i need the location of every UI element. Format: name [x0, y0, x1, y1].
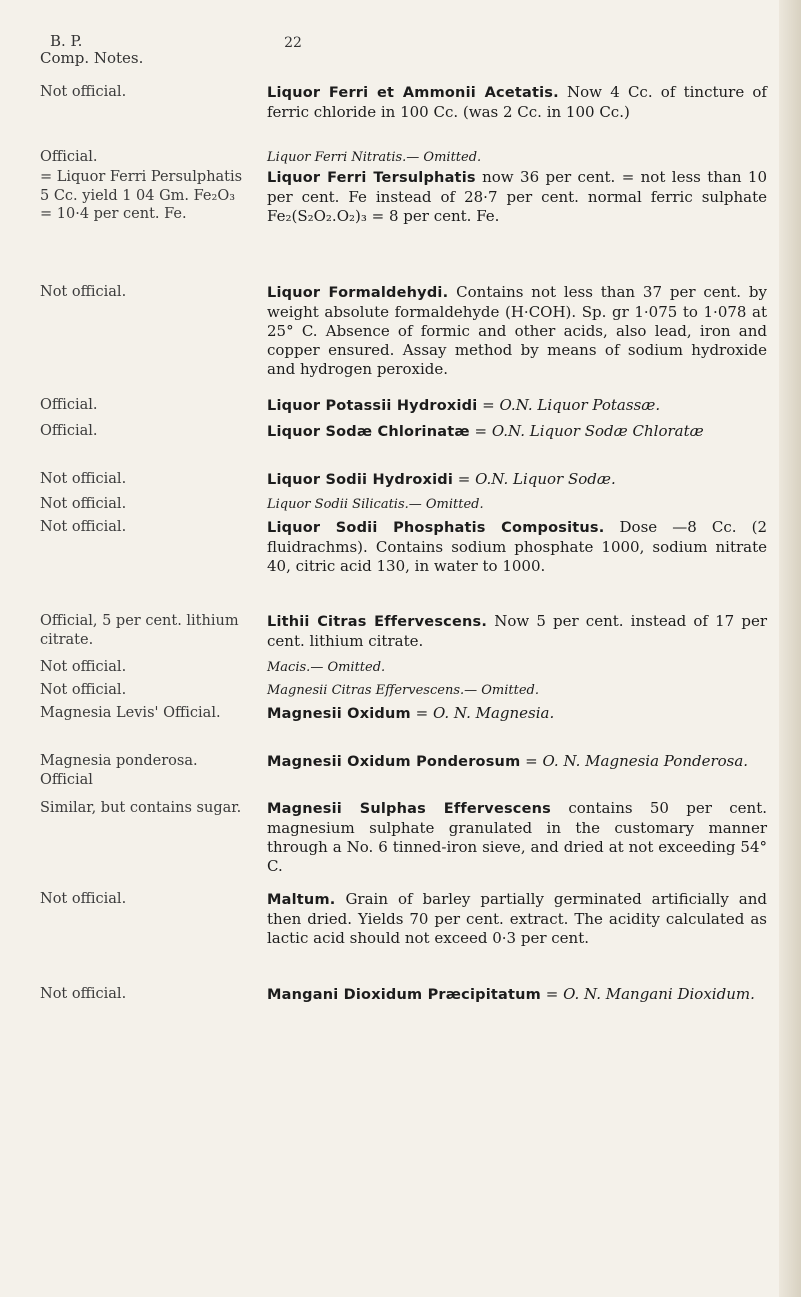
- entry-text: = O. N. Magnesia Ponderosa.: [525, 752, 749, 770]
- entry-body: [267, 612, 767, 651]
- entry-heading: Liquor Sodæ Chlorinatæ: [267, 424, 470, 440]
- margin-note: = Liquor Ferri Persulphatis 5 Cc. yield 1 04 Gm. Fe₂O₃ = 10·4 per cent. Fe.: [40, 169, 243, 222]
- entry-body: [267, 752, 767, 772]
- entry-text: Grain of barley partially germinated artificially and then dried. Yields 70 per cent. extract. The acidity calculated as lactic acid should not exceed 0·3 per cent.: [267, 890, 767, 947]
- margin-note: Not official.: [40, 84, 127, 100]
- entry-body: [267, 518, 767, 576]
- entry-body: [267, 396, 767, 416]
- entry-heading: Macis.: [267, 660, 311, 675]
- entry-text: = O.N. Liquor Potassæ.: [482, 396, 661, 414]
- entry-body: [267, 495, 767, 514]
- entry-heading: Lithii Citras Effervescens.: [267, 614, 488, 630]
- entry-heading: Liquor Formaldehydi.: [267, 285, 449, 301]
- entry-body: [267, 681, 767, 700]
- page-edge-shadow: [779, 0, 801, 1297]
- entry-body: [267, 168, 767, 226]
- margin-note: Not official.: [40, 986, 127, 1002]
- entry-body: [267, 470, 767, 490]
- margin-note: Not official.: [40, 519, 127, 535]
- entry-text: contains 50 per cent. magnesium sulphate granulated in the customary manner through a No. 6 tinned-iron sieve, and dried at not exceeding 54° C.: [267, 799, 767, 875]
- entry-heading: Magnesii Citras Effervescens.: [267, 683, 465, 698]
- margin-note: Not official.: [40, 891, 127, 907]
- entry-body: [267, 148, 767, 167]
- running-header-left: [40, 33, 210, 67]
- entry-body: [267, 704, 767, 724]
- entry-heading: Liquor Sodii Phosphatis Compositus.: [267, 520, 605, 536]
- margin-note: Official.: [40, 423, 98, 439]
- margin-note: Not official.: [40, 659, 127, 675]
- margin-note: Magnesia ponderosa. Official: [40, 753, 198, 788]
- entry-body: [267, 985, 767, 1005]
- entry-text: — Omitted.: [310, 660, 386, 675]
- entry-heading: Liquor Sodii Silicatis.: [267, 497, 409, 512]
- margin-note: Magnesia Levis' Official.: [40, 705, 221, 721]
- entry-text: = O.N. Liquor Sodæ Chloratæ: [474, 422, 704, 440]
- entry-body: [267, 83, 767, 122]
- entry-body: [267, 422, 767, 442]
- entry-text: — Omitted.: [408, 497, 484, 512]
- entry-text: = O. N. Mangani Dioxidum.: [545, 985, 755, 1003]
- entry-text: — Omitted.: [406, 150, 482, 165]
- entry-heading: Magnesii Sulphas Effervescens: [267, 801, 551, 817]
- margin-note: Not official.: [40, 471, 127, 487]
- entry-body: [267, 890, 767, 948]
- entry-text: Now 4 Cc. of tincture of ferric chloride in 100 Cc. (was 2 Cc. in 100 Cc.): [267, 83, 767, 121]
- entry-text: = O. N. Magnesia.: [415, 704, 555, 722]
- entry-heading: Liquor Ferri Nitratis.: [267, 150, 407, 165]
- entry-heading: Liquor Sodii Hydroxidi: [267, 472, 453, 488]
- entry-text: Now 5 per cent. instead of 17 per cent. lithium citrate.: [267, 612, 767, 650]
- entry-body: [267, 799, 767, 876]
- entry-body: [267, 658, 767, 677]
- entry-heading: Liquor Ferri Tersulphatis: [267, 170, 476, 186]
- entry-heading: Mangani Dioxidum Præcipitatum: [267, 987, 541, 1003]
- entry-heading: Liquor Ferri et Ammonii Acetatis.: [267, 85, 559, 101]
- margin-note: Similar, but contains sugar.: [40, 800, 242, 816]
- margin-note: Not official.: [40, 682, 127, 698]
- entry-text: now 36 per cent. = not less than 10 per cent. Fe instead of 28·7 per cent. normal ferric sulphate Fe₂(S₂O₂.O₂)₃ = 8 per cent. Fe.: [267, 168, 768, 225]
- entry-text: = O.N. Liquor Sodæ.: [457, 470, 616, 488]
- header-line-2: Comp. Notes.: [40, 49, 144, 67]
- margin-note: Not official.: [40, 284, 127, 300]
- entry-heading: Maltum.: [267, 892, 336, 908]
- margin-note: Official.: [40, 397, 98, 413]
- entry-body: [267, 283, 767, 379]
- header-line-1: B. P.: [50, 32, 83, 50]
- entry-heading: Magnesii Oxidum: [267, 706, 411, 722]
- entry-text: Contains not less than 37 per cent. by weight absolute formaldehyde (H·COH). Sp. gr 1·075 to 1·078 at 25° C. Absence of formic and other acids, also lead, iron and copper ensured. Assay method by means of sodium hydroxide and hydrogen peroxide.: [267, 283, 767, 378]
- entry-text: Dose —8 Cc. (2 fluidrachms). Contains sodium phosphate 1000, sodium nitrate 40, citric acid 130, in water to 1000.: [267, 518, 767, 575]
- margin-note: Not official.: [40, 496, 127, 512]
- margin-note: Official.: [40, 149, 98, 165]
- entry-heading: Liquor Potassii Hydroxidi: [267, 398, 478, 414]
- margin-note: Official, 5 per cent. lithium citrate.: [40, 613, 239, 648]
- entry-heading: Magnesii Oxidum Ponderosum: [267, 754, 521, 770]
- page-number: 22: [284, 35, 302, 51]
- entry-text: — Omitted.: [464, 683, 540, 698]
